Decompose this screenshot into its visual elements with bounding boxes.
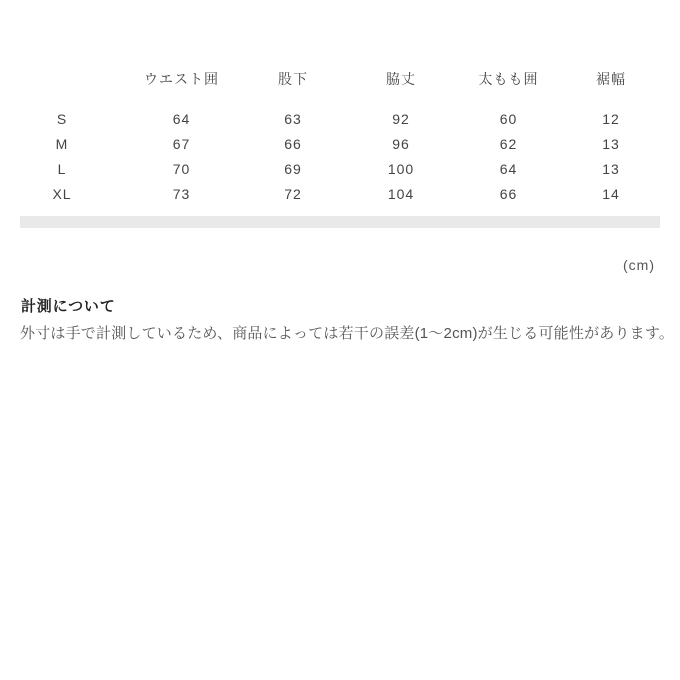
table-row xyxy=(20,182,660,207)
side-length-value: 92 xyxy=(392,111,410,127)
waist-value: 67 xyxy=(172,136,191,152)
thigh-value: 60 xyxy=(499,111,518,127)
side-length-value: 100 xyxy=(387,161,415,177)
waist-value: 64 xyxy=(172,111,191,127)
size-table-header-side-length: 脇丈 xyxy=(386,71,416,87)
inseam-value: 63 xyxy=(284,111,302,127)
thigh-value: 62 xyxy=(499,136,518,152)
inseam-value: 66 xyxy=(284,136,302,152)
unit-label: (cm) xyxy=(623,257,655,273)
table-bottom-divider xyxy=(20,216,660,228)
size-table-body xyxy=(20,107,660,207)
hem-width-value: 14 xyxy=(602,186,620,202)
side-length-value: 96 xyxy=(392,136,410,152)
size-table-header-waist: ウエスト囲 xyxy=(144,71,219,87)
size-label: L xyxy=(57,161,67,177)
measurement-note-heading: 計測について xyxy=(21,298,116,315)
side-length-value: 104 xyxy=(387,186,415,202)
thigh-value: 64 xyxy=(499,161,518,177)
size-table xyxy=(20,68,660,207)
size-table-header-inseam: 股下 xyxy=(278,71,308,87)
hem-width-value: 12 xyxy=(602,111,620,127)
size-table-header-hem-width: 裾幅 xyxy=(596,71,626,87)
size-label: S xyxy=(56,111,68,127)
measurement-note-body: 外寸は手で計測しているため、商品によっては若干の誤差(1〜2cm)が生じる可能性があります。 xyxy=(20,325,675,342)
waist-value: 73 xyxy=(172,186,191,202)
hem-width-value: 13 xyxy=(602,136,620,152)
thigh-value: 66 xyxy=(499,186,518,202)
size-table-header-size xyxy=(20,68,124,90)
waist-value: 70 xyxy=(172,161,191,177)
size-label: M xyxy=(55,136,69,152)
size-table-header-row xyxy=(20,68,660,90)
size-label: XL xyxy=(52,186,72,202)
inseam-value: 72 xyxy=(284,186,302,202)
table-row xyxy=(20,132,660,157)
table-row xyxy=(20,107,660,132)
inseam-value: 69 xyxy=(284,161,302,177)
hem-width-value: 13 xyxy=(602,161,620,177)
size-table-header-thigh: 太もも囲 xyxy=(478,71,539,87)
table-row xyxy=(20,157,660,182)
